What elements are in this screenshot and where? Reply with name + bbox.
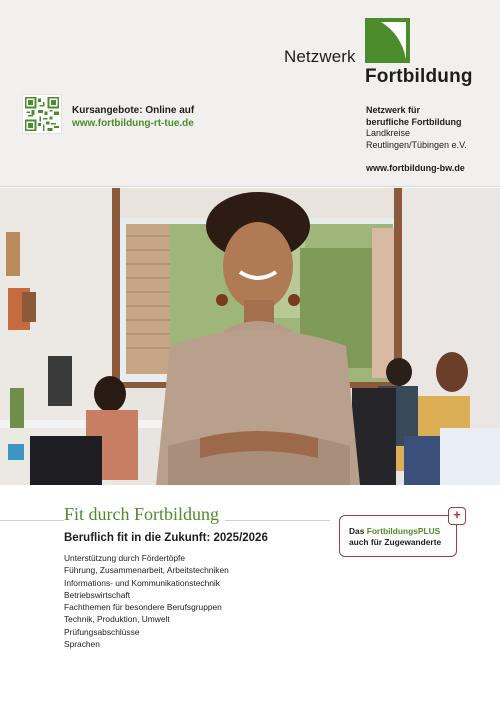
badge-text <box>349 526 441 548</box>
header-band <box>0 0 500 186</box>
list-item: Technik, Produktion, Umwelt <box>64 614 170 625</box>
list-item: Sprachen <box>64 639 100 650</box>
organization-link[interactable]: www.fortbildung-bw.de <box>366 163 465 173</box>
badge-prefix: Das <box>349 526 367 536</box>
org-line-3: Landkreise <box>366 128 411 138</box>
netzwerk-logo-icon <box>365 18 410 63</box>
org-line-1: Netzwerk für <box>366 105 421 115</box>
org-line-4: Reutlingen/Tübingen e.V. <box>366 139 467 150</box>
course-offer-label: Kursangebote: Online auf <box>72 105 195 116</box>
header-divider <box>0 186 500 187</box>
list-item: Prüfungsabschlüsse <box>64 626 140 637</box>
logo-word-netzwerk: Netzwerk <box>284 47 356 66</box>
page-subtitle: Beruflich fit in die Zukunft: 2025/2026 <box>64 532 268 544</box>
page-title: Fit durch Fortbildung <box>64 504 225 525</box>
organization-address <box>366 105 467 151</box>
list-item: Fachthemen für besondere Berufsgruppen <box>64 602 222 613</box>
course-offer-link[interactable]: www.fortbildung-rt-tue.de <box>72 118 194 129</box>
list-item: Informations- und Kommunikationstechnik <box>64 577 220 588</box>
fortbildungsplus-badge <box>339 515 457 557</box>
badge-line-2: auch für Zugewanderte <box>349 537 442 547</box>
hero-photo <box>0 188 500 485</box>
list-item: Unterstützung durch Fördertöpfe <box>64 553 186 563</box>
woman-portrait-photo-icon <box>0 188 500 485</box>
plus-icon: + <box>448 507 466 525</box>
topic-list <box>64 552 229 650</box>
logo-word-fortbildung: Fortbildung <box>365 66 473 87</box>
qr-code-icon[interactable] <box>22 94 62 134</box>
badge-name: FortbildungsPLUS <box>366 526 441 536</box>
org-line-2: berufliche Fortbildung <box>366 116 462 127</box>
list-item: Betriebswirtschaft <box>64 589 131 600</box>
list-item: Führung, Zusammenarbeit, Arbeitstechniken <box>64 565 229 576</box>
